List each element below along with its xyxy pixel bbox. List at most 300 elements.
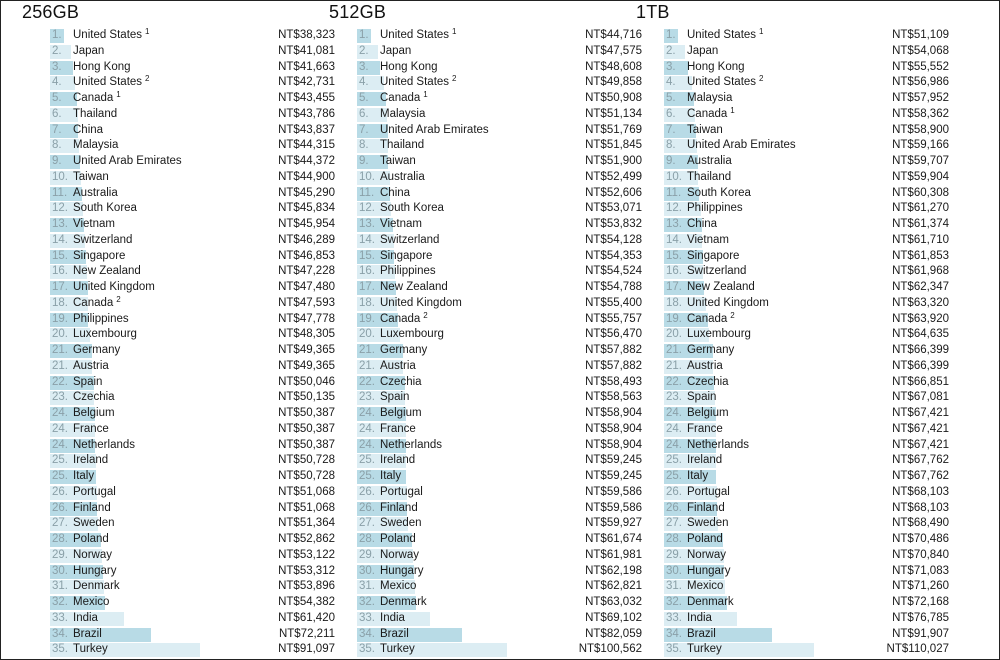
price-label: NT$44,372 bbox=[278, 155, 335, 167]
rank-label: 10. bbox=[52, 170, 68, 183]
price-label: NT$42,731 bbox=[278, 76, 335, 89]
country-label bbox=[380, 264, 436, 280]
price-label: NT$61,710 bbox=[892, 233, 949, 246]
footnote-marker: 1 bbox=[423, 90, 428, 99]
country-name: Brazil bbox=[73, 627, 102, 640]
table-row bbox=[307, 453, 642, 469]
table-row bbox=[0, 90, 335, 107]
country-name: Sweden bbox=[687, 517, 729, 530]
rank-label: 27. bbox=[52, 517, 68, 530]
table-row bbox=[0, 280, 335, 296]
country-name: Canada bbox=[687, 107, 728, 120]
country-name: Hungary bbox=[687, 564, 731, 577]
table-row bbox=[614, 44, 949, 60]
price-label: NT$59,707 bbox=[892, 155, 949, 167]
rank-label: 32. bbox=[666, 596, 682, 608]
country-name: Luxembourg bbox=[687, 328, 751, 341]
rank-label: 12. bbox=[52, 202, 68, 215]
country-name: United Kingdom bbox=[380, 296, 462, 309]
rank-label: 25. bbox=[359, 470, 375, 482]
price-label: NT$100,562 bbox=[578, 643, 642, 656]
country-name: Belgium bbox=[380, 407, 422, 419]
table-row bbox=[307, 27, 642, 44]
rank-label: 17. bbox=[359, 281, 375, 293]
country-label bbox=[687, 107, 735, 123]
footnote-marker: 2 bbox=[730, 310, 735, 320]
country-label bbox=[73, 390, 115, 406]
rank-label: 3. bbox=[666, 60, 676, 73]
table-row bbox=[0, 343, 335, 359]
rank-label: 24. bbox=[359, 438, 375, 451]
rank-label: 15. bbox=[666, 249, 682, 262]
country-name: Denmark bbox=[687, 596, 734, 608]
rank-label: 12. bbox=[666, 202, 682, 215]
price-label: NT$58,904 bbox=[585, 438, 642, 451]
country-label bbox=[73, 642, 108, 658]
table-row bbox=[614, 469, 949, 485]
table-row bbox=[0, 233, 335, 249]
price-label: NT$52,499 bbox=[585, 170, 642, 183]
price-label: NT$60,308 bbox=[892, 186, 949, 199]
table-row bbox=[614, 201, 949, 217]
rank-label: 10. bbox=[359, 170, 375, 183]
footnote-marker: 1 bbox=[145, 27, 150, 36]
rank-label: 24. bbox=[666, 438, 682, 451]
country-name: Denmark bbox=[73, 580, 120, 593]
price-label: NT$71,260 bbox=[892, 580, 949, 593]
country-label bbox=[687, 186, 751, 202]
rank-label: 33. bbox=[52, 611, 68, 624]
country-label bbox=[73, 579, 120, 595]
country-name: Australia bbox=[73, 186, 118, 199]
country-name: India bbox=[687, 611, 712, 624]
country-name: Czechia bbox=[380, 375, 422, 388]
country-name: France bbox=[687, 422, 723, 435]
rank-label: 7. bbox=[52, 123, 62, 136]
rank-label: 3. bbox=[52, 60, 62, 73]
price-label: NT$69,102 bbox=[585, 611, 642, 624]
country-label bbox=[380, 469, 401, 485]
country-label bbox=[380, 611, 405, 627]
price-label: NT$50,728 bbox=[278, 454, 335, 467]
rank-label: 17. bbox=[52, 281, 68, 293]
price-label: NT$49,858 bbox=[585, 76, 642, 89]
price-label: NT$53,071 bbox=[585, 202, 642, 215]
country-name: Finland bbox=[687, 501, 725, 514]
price-label: NT$66,399 bbox=[892, 359, 949, 372]
rank-label: 20. bbox=[359, 328, 375, 341]
table-row bbox=[0, 485, 335, 501]
price-label: NT$50,135 bbox=[278, 391, 335, 404]
country-name: New Zealand bbox=[687, 281, 755, 293]
table-row bbox=[307, 170, 642, 186]
price-label: NT$67,421 bbox=[892, 422, 949, 435]
rank-label: 24. bbox=[52, 422, 68, 435]
footnote-marker: 2 bbox=[423, 310, 428, 320]
country-label bbox=[687, 406, 729, 422]
rank-label: 30. bbox=[359, 564, 375, 577]
table-row bbox=[614, 138, 949, 154]
country-name: Austria bbox=[73, 359, 109, 372]
price-label: NT$62,821 bbox=[585, 580, 642, 593]
price-label: NT$61,853 bbox=[892, 249, 949, 262]
country-label bbox=[73, 327, 137, 343]
price-label: NT$44,315 bbox=[278, 139, 335, 152]
rank-label: 5. bbox=[52, 92, 62, 104]
rank-label: 4. bbox=[52, 76, 62, 89]
panel-title: 1TB bbox=[636, 2, 670, 22]
rank-label: 23. bbox=[52, 391, 68, 404]
price-label: NT$56,470 bbox=[585, 328, 642, 341]
country-label bbox=[687, 359, 723, 375]
country-name: Spain bbox=[380, 391, 410, 404]
price-label: NT$51,068 bbox=[278, 501, 335, 514]
country-label bbox=[687, 390, 716, 406]
table-row bbox=[307, 548, 642, 564]
rank-label: 22. bbox=[666, 375, 682, 388]
price-label: NT$61,968 bbox=[892, 265, 949, 278]
table-row bbox=[614, 186, 949, 202]
table-row bbox=[0, 154, 335, 170]
table-row bbox=[614, 217, 949, 233]
price-label: NT$51,900 bbox=[585, 155, 642, 167]
table-row bbox=[307, 469, 642, 485]
table-row bbox=[307, 390, 642, 406]
country-name: Ireland bbox=[687, 454, 723, 467]
country-name: Poland bbox=[73, 533, 109, 545]
country-name: Canada bbox=[687, 312, 728, 325]
country-name: Thailand bbox=[380, 139, 425, 152]
price-label: NT$59,927 bbox=[585, 517, 642, 530]
table-row bbox=[614, 375, 949, 391]
price-label: NT$57,952 bbox=[892, 92, 949, 104]
price-label: NT$51,845 bbox=[585, 139, 642, 152]
rank-label: 28. bbox=[359, 533, 375, 545]
rank-label: 1. bbox=[359, 29, 369, 41]
table-row bbox=[0, 327, 335, 343]
country-name: Norway bbox=[380, 548, 419, 561]
rank-label: 21. bbox=[359, 359, 375, 372]
country-label bbox=[73, 359, 109, 375]
country-label bbox=[687, 154, 732, 170]
table-row bbox=[307, 564, 642, 580]
table-row bbox=[307, 186, 642, 202]
country-label bbox=[687, 28, 764, 44]
country-label bbox=[380, 201, 444, 217]
country-name: Japan bbox=[380, 44, 412, 57]
country-name: Philippines bbox=[687, 202, 743, 215]
rank-label: 31. bbox=[359, 580, 375, 593]
table-row bbox=[307, 359, 642, 375]
rank-label: 23. bbox=[666, 391, 682, 404]
rank-label: 25. bbox=[359, 454, 375, 467]
table-row bbox=[307, 406, 642, 422]
country-name: Sweden bbox=[380, 517, 422, 530]
country-label bbox=[73, 123, 103, 139]
country-label bbox=[687, 438, 749, 454]
country-name: Austria bbox=[380, 359, 416, 372]
price-label: NT$70,840 bbox=[892, 548, 949, 561]
price-label: NT$67,421 bbox=[892, 407, 949, 419]
table-row bbox=[0, 516, 335, 532]
country-name: South Korea bbox=[380, 202, 444, 215]
table-row bbox=[614, 233, 949, 249]
country-label bbox=[687, 611, 712, 627]
country-label bbox=[73, 516, 115, 532]
table-row bbox=[614, 579, 949, 595]
country-name: Sweden bbox=[73, 517, 115, 530]
table-row bbox=[614, 532, 949, 548]
rank-label: 19. bbox=[52, 312, 68, 325]
country-name: Turkey bbox=[73, 643, 108, 656]
country-label bbox=[73, 154, 182, 170]
country-name: Japan bbox=[687, 44, 719, 57]
price-label: NT$47,778 bbox=[278, 312, 335, 325]
table-row bbox=[0, 359, 335, 375]
table-row bbox=[0, 201, 335, 217]
rank-label: 21. bbox=[52, 359, 68, 372]
country-name: Ireland bbox=[73, 454, 109, 467]
country-label bbox=[380, 642, 415, 658]
price-label: NT$51,068 bbox=[278, 485, 335, 498]
country-name: United Arab Emirates bbox=[380, 123, 489, 136]
table-row bbox=[307, 327, 642, 343]
price-label: NT$58,563 bbox=[585, 391, 642, 404]
country-name: Portugal bbox=[380, 485, 423, 498]
country-name: Singapore bbox=[687, 249, 740, 262]
country-label bbox=[73, 611, 98, 627]
price-label: NT$54,068 bbox=[892, 44, 949, 57]
country-name: Turkey bbox=[687, 643, 722, 656]
country-name: Philippines bbox=[73, 312, 129, 325]
country-name: Canada bbox=[380, 312, 421, 325]
table-row bbox=[0, 564, 335, 580]
country-label bbox=[380, 186, 410, 202]
country-name: Hong Kong bbox=[687, 60, 745, 73]
country-label bbox=[687, 485, 730, 501]
table-row bbox=[0, 312, 335, 328]
table-row bbox=[614, 60, 949, 76]
price-label: NT$59,245 bbox=[585, 470, 642, 482]
price-label: NT$51,109 bbox=[892, 29, 949, 41]
country-name: Finland bbox=[73, 501, 111, 514]
rank-label: 5. bbox=[666, 92, 676, 104]
table-row bbox=[0, 642, 335, 658]
country-label bbox=[73, 264, 141, 280]
price-label: NT$47,575 bbox=[585, 44, 642, 57]
table-row bbox=[614, 453, 949, 469]
table-row bbox=[307, 90, 642, 107]
price-label: NT$48,305 bbox=[278, 328, 335, 341]
rank-label: 35. bbox=[359, 643, 375, 656]
price-label: NT$70,486 bbox=[892, 533, 949, 545]
price-label: NT$76,785 bbox=[892, 611, 949, 624]
country-label bbox=[380, 595, 427, 611]
footnote-marker: 1 bbox=[759, 27, 764, 36]
country-name: United States bbox=[380, 76, 450, 89]
rank-label: 25. bbox=[666, 454, 682, 467]
price-label: NT$55,400 bbox=[585, 296, 642, 309]
table-row bbox=[307, 516, 642, 532]
table-row bbox=[0, 60, 335, 76]
country-name: Germany bbox=[687, 344, 735, 356]
table-row bbox=[0, 453, 335, 469]
table-row bbox=[307, 532, 642, 548]
price-label: NT$59,166 bbox=[892, 139, 949, 152]
price-label: NT$46,853 bbox=[278, 249, 335, 262]
price-label: NT$47,228 bbox=[278, 265, 335, 278]
rank-label: 32. bbox=[52, 596, 68, 608]
country-name: Japan bbox=[73, 44, 105, 57]
table-row bbox=[0, 217, 335, 233]
country-name: Australia bbox=[380, 170, 425, 183]
rank-label: 23. bbox=[359, 391, 375, 404]
country-name: Canada bbox=[73, 92, 114, 104]
table-row bbox=[0, 422, 335, 438]
table-row bbox=[307, 438, 642, 454]
country-label bbox=[687, 453, 722, 469]
table-row bbox=[0, 27, 335, 44]
table-row bbox=[0, 170, 335, 186]
country-name: Philippines bbox=[380, 265, 436, 278]
country-label bbox=[73, 469, 94, 485]
country-name: Turkey bbox=[380, 643, 415, 656]
table-row bbox=[0, 501, 335, 517]
price-label: NT$57,882 bbox=[585, 344, 642, 356]
rank-label: 16. bbox=[359, 265, 375, 278]
price-label: NT$38,323 bbox=[278, 29, 335, 41]
table-row bbox=[0, 438, 335, 454]
panel-title: 512GB bbox=[329, 2, 387, 22]
table-row bbox=[307, 249, 642, 265]
rank-label: 21. bbox=[666, 344, 682, 356]
table-row bbox=[614, 627, 949, 643]
table-row bbox=[614, 327, 949, 343]
rank-label: 18. bbox=[52, 296, 68, 309]
rank-label: 21. bbox=[52, 344, 68, 356]
country-label bbox=[380, 485, 423, 501]
country-label bbox=[380, 91, 428, 107]
table-row bbox=[614, 74, 949, 91]
country-label bbox=[380, 28, 457, 44]
country-label bbox=[687, 595, 734, 611]
price-label: NT$61,270 bbox=[892, 202, 949, 215]
price-label: NT$51,364 bbox=[278, 517, 335, 530]
rank-label: 34. bbox=[666, 627, 682, 640]
country-name: United Kingdom bbox=[73, 281, 155, 293]
country-label bbox=[73, 249, 125, 265]
country-label bbox=[73, 91, 121, 107]
country-label bbox=[73, 138, 118, 154]
table-row bbox=[0, 406, 335, 422]
price-label: NT$68,490 bbox=[892, 517, 949, 530]
rank-label: 26. bbox=[52, 485, 68, 498]
price-label: NT$72,211 bbox=[278, 627, 335, 640]
price-label: NT$68,103 bbox=[892, 501, 949, 514]
country-label bbox=[73, 343, 120, 359]
price-label: NT$67,421 bbox=[892, 438, 949, 451]
country-label bbox=[380, 217, 422, 233]
rank-label: 17. bbox=[666, 281, 682, 293]
table-row bbox=[614, 27, 949, 44]
country-name: Taiwan bbox=[380, 155, 416, 167]
rank-label: 22. bbox=[359, 375, 375, 388]
country-label bbox=[687, 564, 730, 580]
table-row bbox=[614, 264, 949, 280]
country-label bbox=[380, 390, 409, 406]
price-label: NT$45,954 bbox=[278, 218, 335, 230]
table-row bbox=[0, 74, 335, 91]
country-name: United Arab Emirates bbox=[687, 139, 796, 152]
rank-label: 9. bbox=[666, 155, 676, 167]
country-label bbox=[687, 170, 731, 186]
country-label bbox=[380, 123, 489, 139]
country-label bbox=[73, 280, 155, 296]
price-label: NT$49,365 bbox=[278, 344, 335, 356]
country-name: Switzerland bbox=[73, 233, 133, 246]
country-label bbox=[380, 564, 423, 580]
rank-label: 3. bbox=[359, 60, 369, 73]
country-label bbox=[380, 375, 422, 391]
rank-label: 24. bbox=[666, 422, 682, 435]
rank-label: 15. bbox=[52, 249, 68, 262]
table-row bbox=[0, 44, 335, 60]
rank-label: 35. bbox=[52, 643, 68, 656]
price-label: NT$43,837 bbox=[278, 123, 335, 136]
rank-label: 13. bbox=[666, 218, 682, 230]
country-name: Italy bbox=[380, 470, 402, 482]
price-label: NT$64,635 bbox=[892, 328, 949, 341]
price-label: NT$68,103 bbox=[892, 485, 949, 498]
country-label bbox=[687, 217, 717, 233]
rank-label: 21. bbox=[666, 359, 682, 372]
price-label: NT$55,757 bbox=[585, 312, 642, 325]
price-label: NT$63,920 bbox=[892, 312, 949, 325]
price-label: NT$44,900 bbox=[278, 170, 335, 183]
footnote-marker: 2 bbox=[452, 74, 457, 84]
price-label: NT$54,524 bbox=[585, 265, 642, 278]
price-label: NT$58,493 bbox=[585, 375, 642, 388]
country-label bbox=[73, 438, 135, 454]
country-name: Hungary bbox=[73, 564, 117, 577]
table-row bbox=[0, 249, 335, 265]
table-row bbox=[0, 123, 335, 139]
country-name: India bbox=[73, 611, 98, 624]
country-label bbox=[73, 201, 137, 217]
price-label: NT$54,382 bbox=[278, 596, 335, 608]
price-label: NT$50,046 bbox=[278, 375, 335, 388]
country-name: Switzerland bbox=[380, 233, 440, 246]
table-row bbox=[307, 217, 642, 233]
table-row bbox=[614, 359, 949, 375]
rank-label: 2. bbox=[359, 44, 369, 57]
country-label bbox=[73, 75, 150, 91]
rank-label: 4. bbox=[359, 76, 369, 89]
country-name: Thailand bbox=[687, 170, 732, 183]
price-label: NT$49,365 bbox=[278, 359, 335, 372]
table-row bbox=[614, 516, 949, 532]
rank-label: 11. bbox=[359, 186, 375, 199]
table-row bbox=[307, 501, 642, 517]
rank-label: 33. bbox=[666, 611, 682, 624]
rank-label: 30. bbox=[52, 564, 68, 577]
rank-label: 15. bbox=[359, 249, 375, 262]
country-label bbox=[687, 201, 743, 217]
rank-label: 34. bbox=[359, 627, 375, 640]
table-row bbox=[307, 611, 642, 627]
rank-label: 7. bbox=[359, 123, 369, 136]
country-name: Luxembourg bbox=[73, 328, 137, 341]
